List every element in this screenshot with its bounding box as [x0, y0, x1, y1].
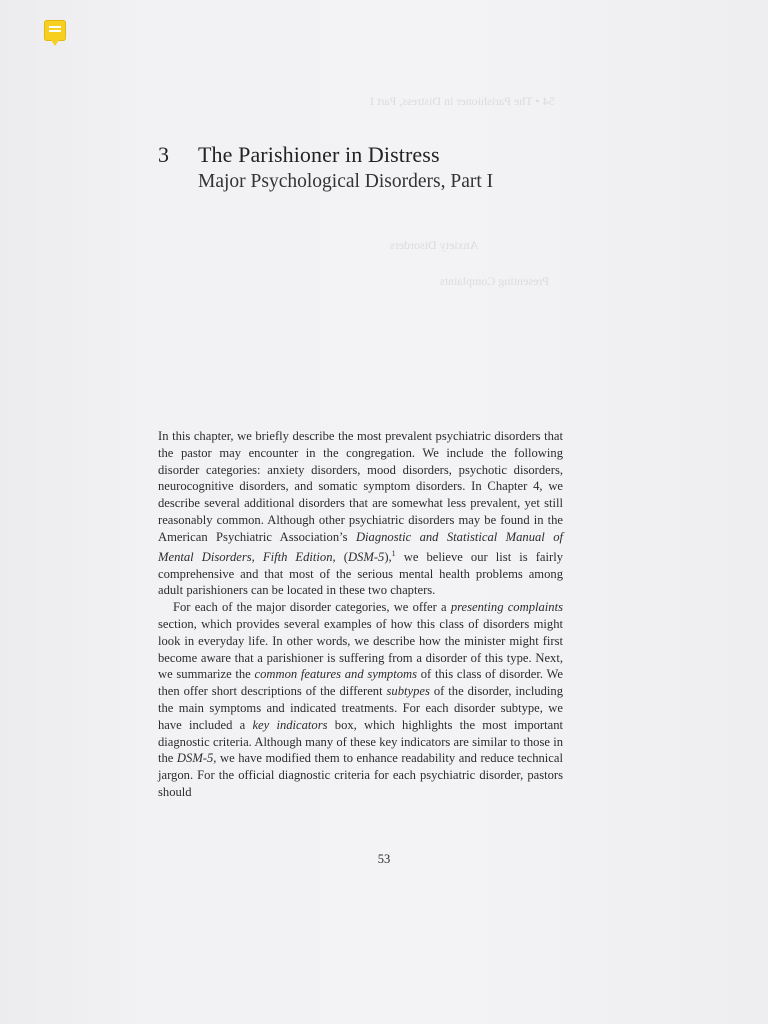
text-run: common features and symptoms: [254, 667, 418, 682]
chapter-title-line: [158, 142, 578, 168]
bleed-through-text: Anxiety Disorders: [390, 238, 479, 252]
bleed-through-text: 54 • The Parishioner in Distress, Part I: [370, 94, 555, 108]
text-run: section, which provides several examples of how this class of disorders might look in everyday life. In other words, we describe how the minister might first become aware that a parishioner is suffering from a disorder of this type. Next, we summarize the: [158, 616, 563, 682]
footnote-marker: 1: [391, 548, 396, 558]
comment-icon[interactable]: [44, 20, 66, 41]
text-run: (: [335, 549, 348, 564]
body-text: [158, 428, 563, 801]
text-run: we believe our list is fairly comprehensive and that most of the serious mental health problems among adult parishioners can be located in these two chapters.: [158, 549, 564, 598]
body-paragraph: [158, 599, 563, 801]
text-run: key indicators: [252, 717, 328, 732]
page-number: 53: [377, 852, 391, 866]
chapter-subtitle: Major Psychological Disorders, Part I: [198, 171, 494, 192]
text-run: of the disorder, including the main symptoms and indicated treatments. For each disorder subtype, we have included a: [158, 684, 564, 732]
text-run: subtypes: [386, 684, 430, 699]
text-run: For each of the major disorder categories, we offer a: [173, 600, 451, 615]
body-paragraph: [158, 428, 563, 599]
chapter-title: The Parishioner in Distress: [198, 142, 440, 167]
text-run: DSM-5: [176, 751, 214, 766]
text-run: Diagnostic and Statistical Manual of Mental Disorders, Fifth Edition,: [158, 529, 563, 564]
text-run: box, which highlights the most important diagnostic criteria. Although many of these key indicators are similar to those in the: [158, 717, 563, 766]
text-run: presenting complaints: [450, 600, 563, 615]
text-run: In this chapter, we briefly describe the most prevalent psychiatric disorders that the pastor may encounter in the congregation. We include the following disorder categories: anxiety disorders, mood disorders, psychotic disorders, neurocognitive disorders, and somatic symptom disorders. In Chapter 4, we describe several additional disorders that are somewhat less prevalent, yet still reasonably common. Although other psychiatric disorders may be found in the American Psychiatric Association’s: [158, 429, 563, 544]
bleed-through-text: Presenting Complaints: [440, 274, 549, 288]
text-run: of this class of disorder. We then offer short descriptions of the different: [158, 667, 563, 699]
text-run: DSM-5: [347, 549, 385, 564]
chapter-heading: [158, 142, 578, 193]
text-run: , we have modified them to enhance readability and reduce technical jargon. For the official diagnostic criteria for each psychiatric disorder, pastors should: [158, 751, 563, 799]
chapter-number: 3: [158, 142, 169, 167]
text-run: ),: [384, 549, 392, 564]
